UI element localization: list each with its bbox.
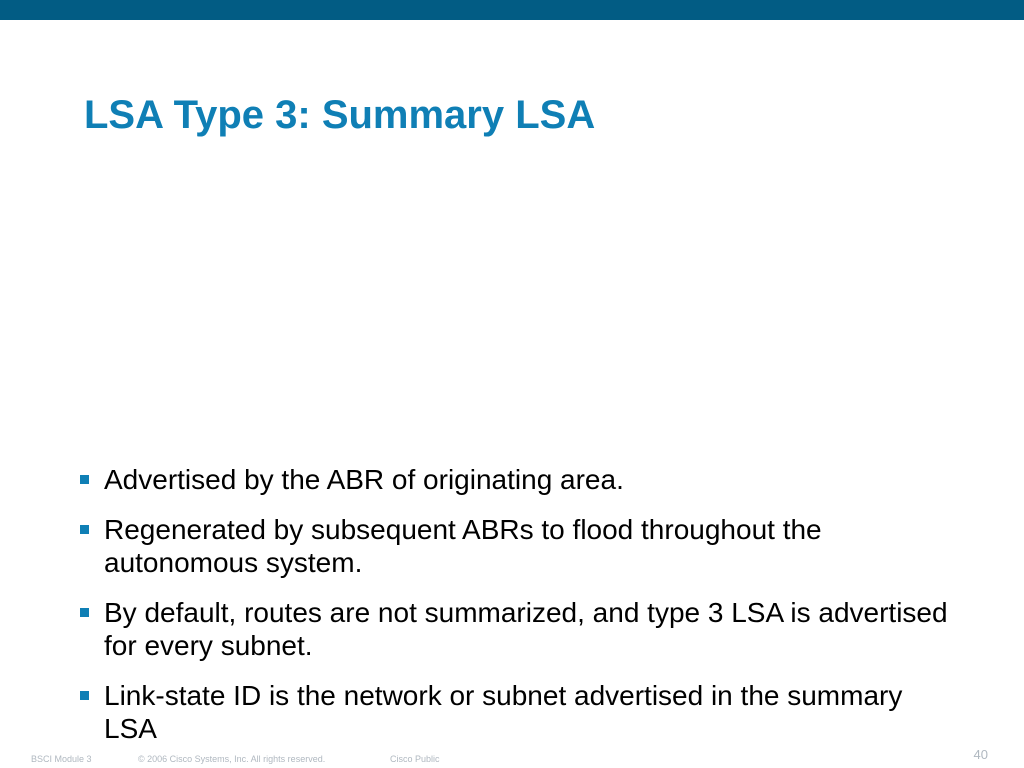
bullet-text: Regenerated by subsequent ABRs to flood throughout the autonomous system.	[104, 514, 822, 578]
bullet-list	[78, 463, 948, 762]
square-bullet-icon	[80, 525, 89, 534]
square-bullet-icon	[80, 608, 89, 617]
bullet-text: Advertised by the ABR of originating area.	[104, 464, 624, 495]
square-bullet-icon	[80, 475, 89, 484]
footer-classification: Cisco Public	[390, 754, 440, 764]
bullet-item	[78, 463, 948, 496]
footer-module-label: BSCI Module 3	[31, 754, 92, 764]
slide-title: LSA Type 3: Summary LSA	[84, 93, 596, 137]
footer-copyright: © 2006 Cisco Systems, Inc. All rights reserved.	[138, 754, 326, 764]
header-band	[0, 0, 1024, 20]
bullet-text: Link-state ID is the network or subnet advertised in the summary LSA	[104, 680, 903, 744]
bullet-item	[78, 596, 948, 662]
bullet-item	[78, 513, 948, 579]
bullet-text: By default, routes are not summarized, and type 3 LSA is advertised for every subnet.	[104, 597, 948, 661]
square-bullet-icon	[80, 691, 89, 700]
page-number: 40	[973, 747, 988, 762]
bullet-item	[78, 679, 948, 745]
